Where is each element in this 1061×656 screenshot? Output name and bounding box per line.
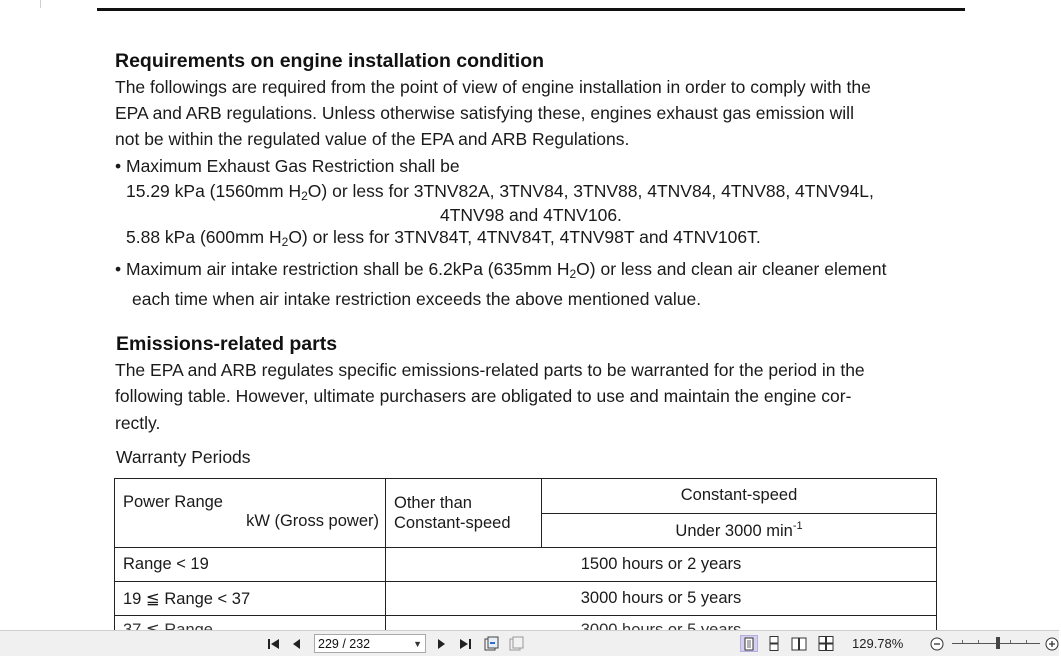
last-page-icon[interactable] xyxy=(456,635,474,652)
zoom-slider-thumb[interactable] xyxy=(996,637,1000,649)
header-other-line-2: Constant-speed xyxy=(394,514,511,532)
bottom-toolbar xyxy=(0,630,1059,656)
zoom-in-icon[interactable] xyxy=(1043,635,1061,652)
heading-emissions-parts: Emissions-related parts xyxy=(116,333,338,355)
heading-installation-condition: Requirements on engine installation condition xyxy=(115,50,545,72)
exhaust-limit-b-pre: 5.88 kPa (600mm H xyxy=(126,227,282,247)
subscript-2: 2 xyxy=(301,189,308,203)
subscript-2: 2 xyxy=(281,235,289,249)
warranty-periods-table xyxy=(114,478,937,631)
exhaust-limit-line-a-cont: 4TNV98 and 4TNV106. xyxy=(440,205,622,225)
emissions-intro-line-2: following table. However, ultimate purchasers are obligated to use and maintain the engine cor- xyxy=(115,386,852,406)
first-page-icon[interactable] xyxy=(265,635,283,652)
continuous-view-icon[interactable] xyxy=(765,635,783,652)
air-intake-pre: • Maximum air intake restriction shall be 6.2kPa (635mm H xyxy=(115,259,570,279)
exhaust-limit-line-b xyxy=(126,227,761,249)
exhaust-limit-a-post: O) or less for 3TNV82A, 3TNV84, 3TNV88, 4TNV84, 4TNV88, 4TNV94L, xyxy=(307,181,874,201)
slider-tick xyxy=(1026,640,1027,643)
previous-page-icon[interactable] xyxy=(288,635,306,652)
row-range-text xyxy=(123,618,377,628)
intro-line-1: The followings are required from the point of view of engine installation in order to comply with the xyxy=(115,77,871,97)
header-under-3000 xyxy=(542,513,937,548)
header-constant-speed: Constant-speed xyxy=(542,479,937,514)
superscript-minus-one: -1 xyxy=(792,519,803,532)
emissions-intro-line-3: rectly. xyxy=(115,413,161,433)
header-under-text: Under 3000 min xyxy=(675,521,793,540)
zoom-level: 129.78% xyxy=(852,636,904,651)
top-rule-divider xyxy=(97,8,965,11)
table-row xyxy=(115,582,937,616)
header-power-range-label: Power Range xyxy=(123,493,223,511)
row-range: 19 ≦ Range < 37 xyxy=(115,582,386,616)
exhaust-limit-b-post: O) or less for 3TNV84T, 4TNV84T, 4TNV98T and 4TNV106T. xyxy=(288,227,761,247)
slider-tick xyxy=(962,640,963,643)
facing-pages-view-icon[interactable] xyxy=(790,635,808,652)
next-page-icon[interactable] xyxy=(432,635,450,652)
table-row xyxy=(115,548,937,582)
page-number-input[interactable] xyxy=(314,634,426,653)
table-row xyxy=(115,616,937,631)
air-intake-cont: each time when air intake restriction exceeds the above mentioned value. xyxy=(132,289,702,309)
exhaust-limit-line-a xyxy=(126,181,874,203)
table-caption: Warranty Periods xyxy=(116,447,251,467)
exhaust-limit-a-pre: 15.29 kPa (1560mm H xyxy=(126,181,302,201)
air-intake-post: O) or less and clean air cleaner element xyxy=(576,259,887,279)
zoom-out-icon[interactable] xyxy=(928,635,946,652)
page-indicator-text: 229 / 232 xyxy=(318,637,371,651)
header-kw-label: kW (Gross power) xyxy=(246,512,379,530)
continuous-facing-view-icon[interactable] xyxy=(817,635,835,652)
intro-line-2: EPA and ARB regulations. Unless otherwise satisfying these, engines exhaust gas emission will xyxy=(115,103,854,123)
bullet-exhaust-restriction: • Maximum Exhaust Gas Restriction shall be xyxy=(115,156,460,176)
subscript-2: 2 xyxy=(569,267,577,281)
single-page-view-icon[interactable] xyxy=(740,635,758,652)
slider-tick xyxy=(1010,640,1011,643)
go-forward-view-icon[interactable] xyxy=(508,635,526,652)
row-period-text xyxy=(394,618,928,628)
row-range xyxy=(115,616,386,631)
row-period: 3000 hours or 5 years xyxy=(386,582,937,616)
go-back-view-icon[interactable] xyxy=(483,635,501,652)
header-power-range xyxy=(115,479,386,548)
bullet-air-intake xyxy=(115,259,886,281)
intro-line-3: not be within the regulated value of the EPA and ARB Regulations. xyxy=(115,129,630,149)
chevron-down-icon[interactable]: ▼ xyxy=(413,639,422,649)
emissions-intro-line-1: The EPA and ARB regulates specific emissions-related parts to be warranted for the period in the xyxy=(115,360,865,380)
header-other-than xyxy=(386,479,542,548)
row-range: Range < 19 xyxy=(115,548,386,582)
header-other-line-1: Other than xyxy=(394,494,472,512)
page-edge-divider xyxy=(40,0,41,8)
slider-tick xyxy=(978,640,979,643)
row-period: 1500 hours or 2 years xyxy=(386,548,937,582)
row-period xyxy=(386,616,937,631)
